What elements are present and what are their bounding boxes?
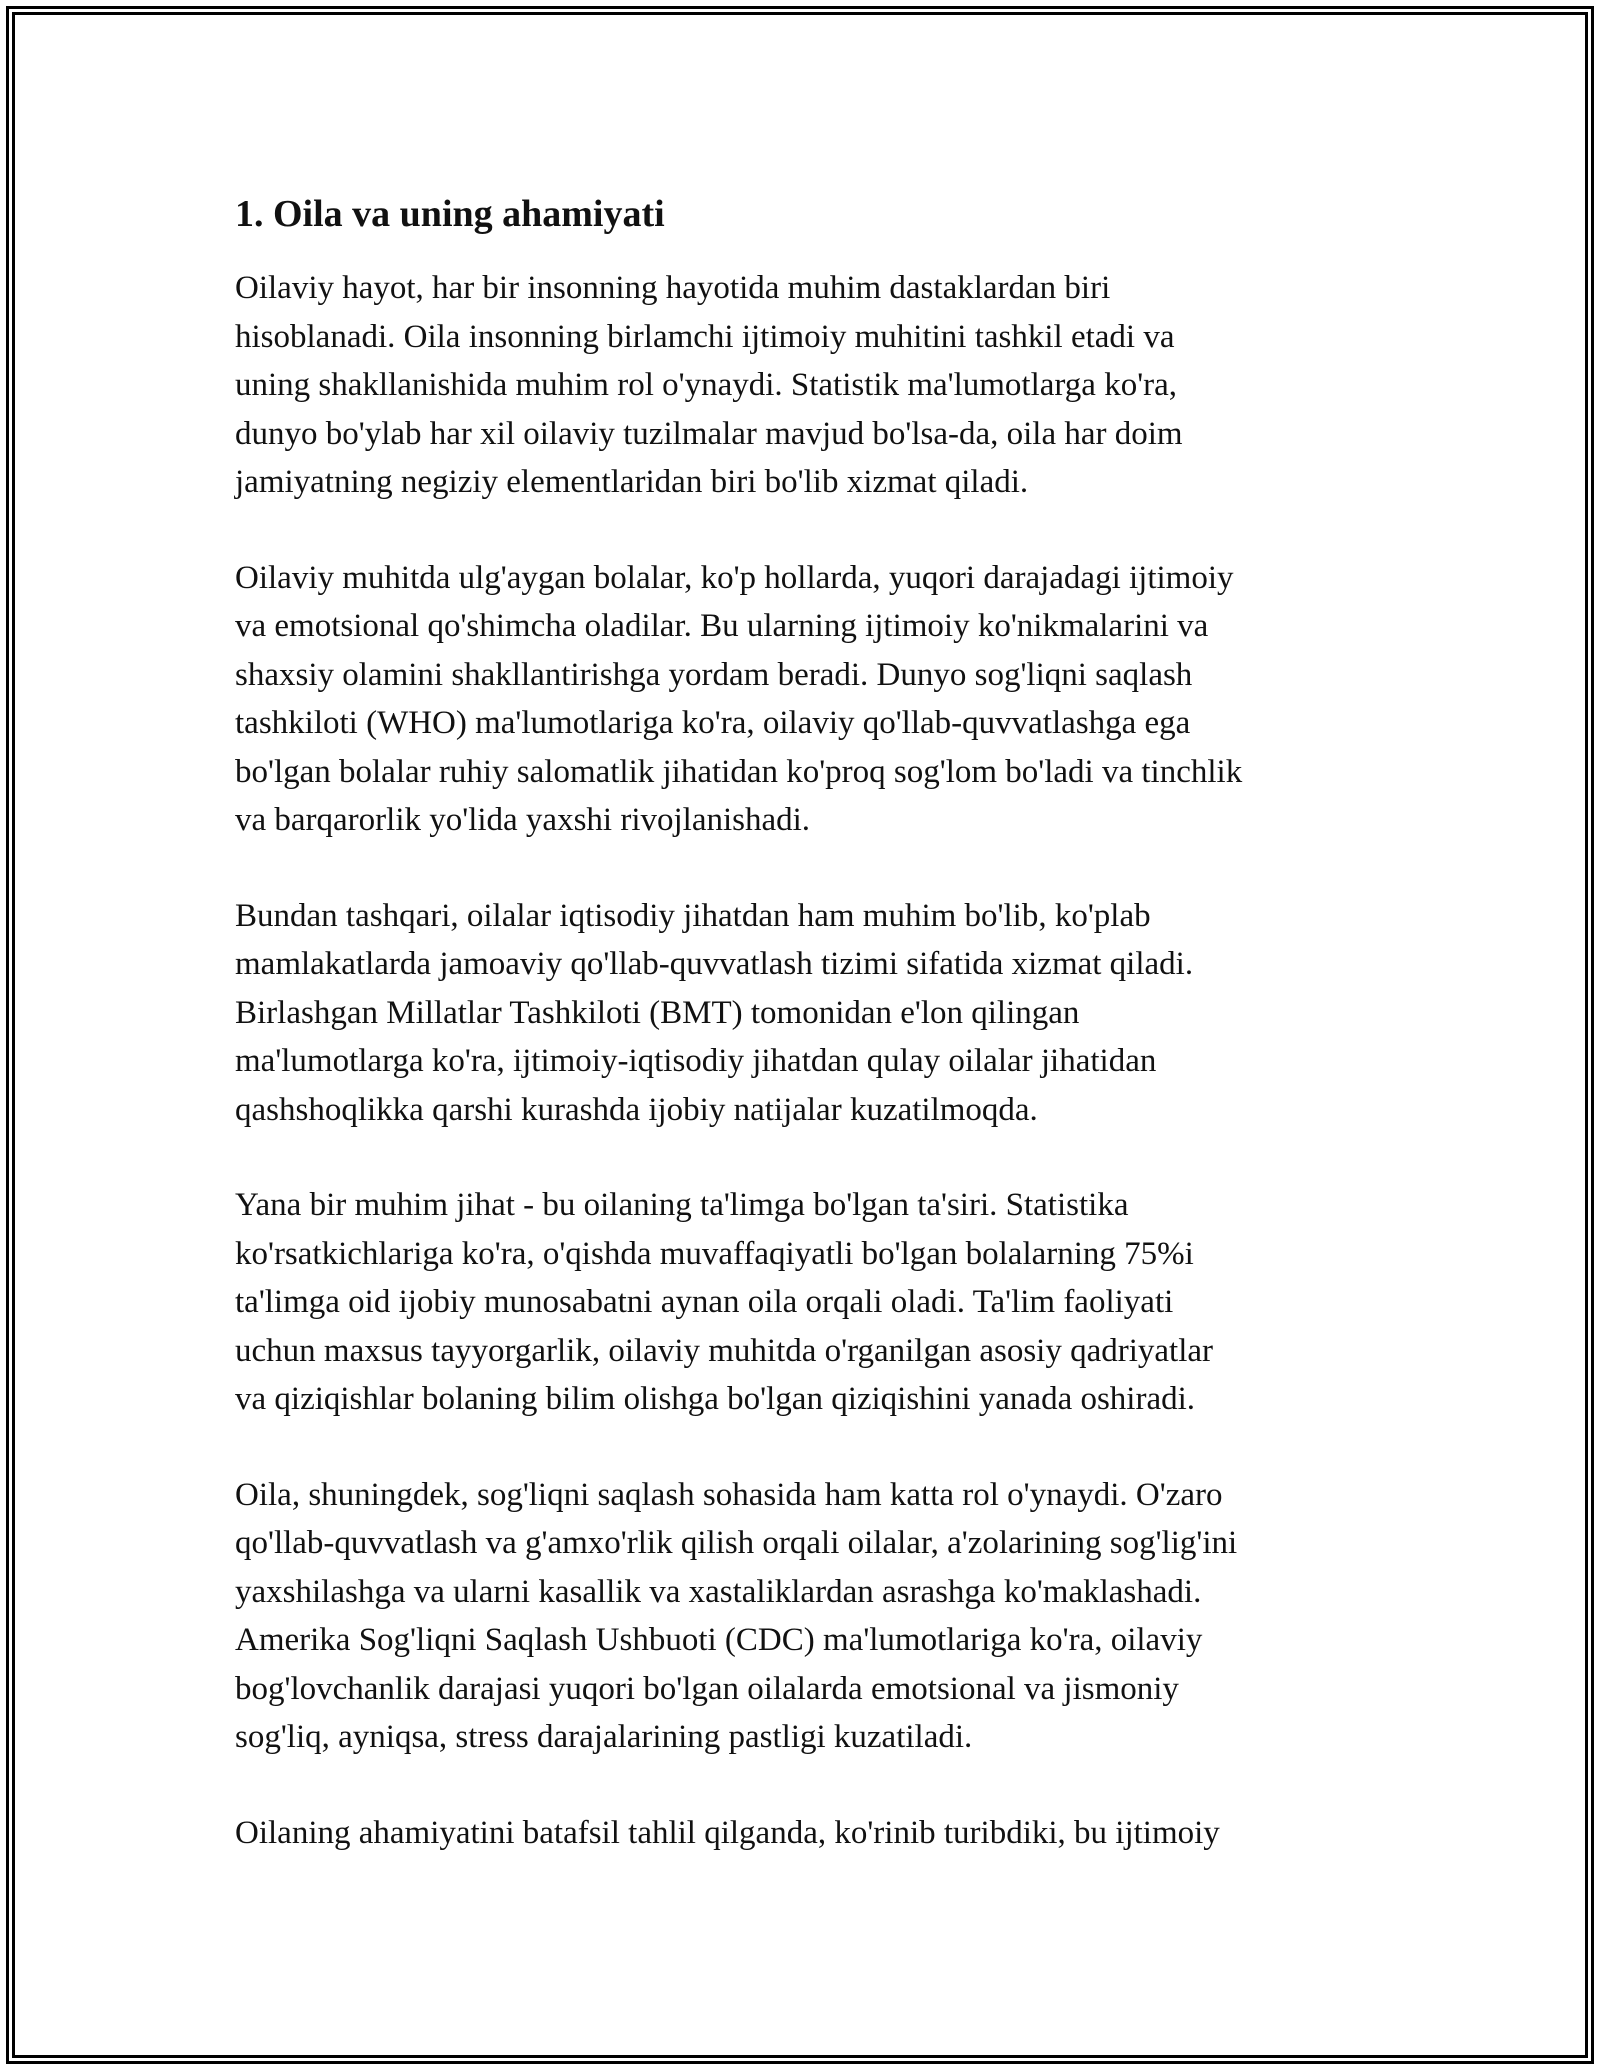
paragraph-line: dunyo bo'ylab har xil oilaviy tuzilmalar mavjud bo'lsa-da, oila har doim [235,415,1183,452]
paragraph-line: hisoblanadi. Oila insonning birlamchi ijtimoiy muhitini tashkil etadi va [235,318,1175,355]
paragraph-line: mamlakatlarda jamoaviy qo'llab-quvvatlash tizimi sifatida xizmat qiladi. [235,946,1194,982]
paragraph-line: sog'liq, ayniqsa, stress darajalarining pastligi kuzatiladi. [235,1719,973,1755]
paragraph-list [235,264,1365,1857]
paragraph [235,264,1365,507]
paragraph-line: va barqarorlik yo'lida yaxshi rivojlanishadi. [235,802,811,838]
document-body [235,190,1365,1904]
paragraph-line: bo'lgan bolalar ruhiy salomatlik jihatidan ko'proq sog'lom bo'ladi va tinchlik [235,753,1243,790]
paragraph-line: qashshoqlikka qarshi kurashda ijobiy natijalar kuzatilmoqda. [235,1091,1038,1128]
paragraph-line: ma'lumotlarga ko'ra, ijtimoiy-iqtisodiy jihatdan qulay oilalar jihatidan [235,1043,1157,1079]
paragraph-line: uchun maxsus tayyorgarlik, oilaviy muhitda o'rganilgan asosiy qadriyatlar [235,1332,1214,1369]
paragraph-line: va emotsional qo'shimcha oladilar. Bu ularning ijtimoiy ko'nikmalarini va [235,608,1209,644]
paragraph-line: Oilaviy hayot, har bir insonning hayotida muhim dastaklardan biri [235,270,1111,306]
paragraph-line: Amerika Sog'liqni Saqlash Ushbuoti (CDC) ma'lumotlariga ko'ra, oilaviy [235,1622,1203,1658]
paragraph-line: bog'lovchanlik darajasi yuqori bo'lgan oilalarda emotsional va jismoniy [235,1670,1179,1707]
paragraph-line: Bundan tashqari, oilalar iqtisodiy jihatdan ham muhim bo'lib, ko'plab [235,897,1151,934]
paragraph [235,1471,1365,1762]
paragraph [235,1181,1365,1424]
paragraph-line: qo'llab-quvvatlash va g'amxo'rlik qilish orqali oilalar, a'zolarining sog'lig'ini [235,1525,1238,1561]
paragraph-line: yaxshilashga va ularni kasallik va xastaliklardan asrashga ko'maklashadi. [235,1573,1202,1610]
paragraph-line: va qiziqishlar bolaning bilim olishga bo'lgan qiziqishini yanada oshiradi. [235,1381,1196,1417]
paragraph-line: ta'limga oid ijobiy munosabatni aynan oila orqali oladi. Ta'lim faoliyati [235,1284,1174,1320]
paragraph-line: Birlashgan Millatlar Tashkiloti (BMT) tomonidan e'lon qilingan [235,994,1080,1031]
paragraph [235,554,1365,845]
paragraph-line: Oilaviy muhitda ulg'aygan bolalar, ko'p hollarda, yuqori darajadagi ijtimoiy [235,559,1234,596]
paragraph [235,1809,1365,1858]
paragraph [235,892,1365,1135]
paragraph-line: Yana bir muhim jihat - bu oilaning ta'limga bo'lgan ta'siri. Statistika [235,1187,1129,1223]
section-heading: 1. Oila va uning ahamiyati [235,193,665,235]
paragraph-line: jamiyatning negiziy elementlaridan biri bo'lib xizmat qiladi. [235,464,1029,500]
paragraph-line: uning shakllanishida muhim rol o'ynaydi. Statistik ma'lumotlarga ko'ra, [235,367,1178,403]
paragraph-line: ko'rsatkichlariga ko'ra, o'qishda muvaffaqiyatli bo'lgan bolalarning 75%i [235,1235,1194,1272]
paragraph-line: Oilaning ahamiyatini batafsil tahlil qilganda, ko'rinib turibdiki, bu ijtimoiy [235,1814,1220,1851]
paragraph-line: tashkiloti (WHO) ma'lumotlariga ko'ra, oilaviy qo'llab-quvvatlashga ega [235,705,1191,741]
paragraph-line: shaxsiy olamini shakllantirishga yordam beradi. Dunyo sog'liqni saqlash [235,656,1193,693]
paragraph-line: Oila, shuningdek, sog'liqni saqlash sohasida ham katta rol o'ynaydi. O'zaro [235,1476,1223,1513]
